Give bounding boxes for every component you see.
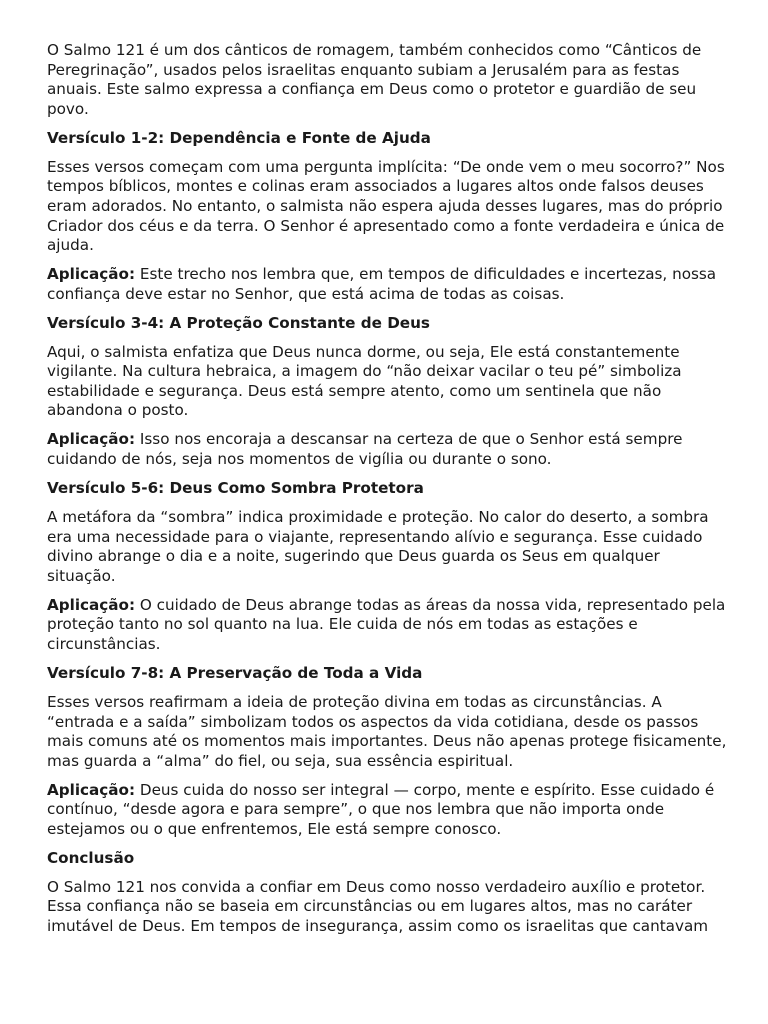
application-text: Este trecho nos lembra que, em tempos de dificuldades e incertezas, nossa confiança deve estar no Senhor, que está acima de todas as coisas.: [47, 265, 717, 303]
application-paragraph: [47, 596, 727, 655]
application-label: Aplicação:: [47, 430, 136, 449]
section-1: [47, 129, 727, 305]
document-page: [47, 41, 727, 946]
conclusion-heading: Conclusão: [47, 848, 135, 867]
section-2: [47, 314, 727, 470]
application-label: Aplicação:: [47, 265, 136, 284]
section-heading: Versículo 7-8: A Preservação de Toda a Vida: [47, 663, 423, 682]
application-paragraph: [47, 430, 727, 469]
section-4: [47, 664, 727, 840]
section-body: A metáfora da “sombra” indica proximidade e proteção. No calor do deserto, a sombra era uma necessidade para o viajante, representando alívio e segurança. Esse cuidado divino abrange o dia e a noite, sugerindo que Deus guarda os Seus em qualquer situação.: [47, 508, 709, 585]
section-body: Esses versos começam com uma pergunta implícita: “De onde vem o meu socorro?” Nos tempos bíblicos, montes e colinas eram associados a lugares altos onde falsos deuses eram adorados. No entanto, o salmista não espera ajuda desses lugares, mas do próprio Criador dos céus e da terra. O Senhor é apresentado como a fonte verdadeira e única de ajuda.: [47, 157, 725, 255]
application-label: Aplicação:: [47, 595, 136, 614]
application-text: O cuidado de Deus abrange todas as áreas da nossa vida, representado pela proteção tanto no sol quanto na lua. Ele cuida de nós em todas as estações e circunstâncias.: [47, 595, 726, 653]
application-label: Aplicação:: [47, 780, 136, 799]
conclusion-section: [47, 849, 727, 937]
section-heading: Versículo 3-4: A Proteção Constante de Deus: [47, 313, 430, 332]
application-paragraph: [47, 265, 727, 304]
application-text: Isso nos encoraja a descansar na certeza de que o Senhor está sempre cuidando de nós, seja nos momentos de vigília ou durante o sono.: [47, 430, 683, 469]
intro-paragraph: O Salmo 121 é um dos cânticos de romagem, também conhecidos como “Cânticos de Peregrinação”, usados pelos israelitas enquanto subiam a Jerusalém para as festas anuais. Este salmo expressa a confiança em Deus como o protetor e guardião de seu povo.: [47, 41, 702, 118]
section-heading: Versículo 5-6: Deus Como Sombra Protetora: [47, 479, 424, 498]
conclusion-body: O Salmo 121 nos convida a confiar em Deus como nosso verdadeiro auxílio e protetor. Essa confiança não se baseia em circunstâncias ou em lugares altos, mas no caráter imutável de Deus. Em tempos de insegurança, assim como os israelitas que cantavam: [47, 877, 709, 936]
application-text: Deus cuida do nosso ser integral — corpo, mente e espírito. Esse cuidado é contínuo, “desde agora e para sempre”, o que nos lembra que não importa onde estejamos ou o que enfrentemos, Ele está sempre conosco.: [47, 780, 715, 838]
section-3: [47, 479, 727, 655]
section-heading: Versículo 1-2: Dependência e Fonte de Ajuda: [47, 128, 431, 147]
application-paragraph: [47, 781, 727, 840]
section-body: Aqui, o salmista enfatiza que Deus nunca dorme, ou seja, Ele está constantemente vigilante. Na cultura hebraica, a imagem do “não deixar vacilar o teu pé” simboliza estabilidade e segurança. Deus está sempre atento, como um sentinela que não abandona o posto.: [47, 342, 682, 420]
section-body: Esses versos reafirmam a ideia de proteção divina em todas as circunstâncias. A “entrada e a saída” simbolizam todos os aspectos da vida cotidiana, desde os passos mais comuns até os momentos mais importantes. Deus não apenas protege fisicamente, mas guarda a “alma” do fiel, ou seja, sua essência espiritual.: [47, 692, 727, 770]
